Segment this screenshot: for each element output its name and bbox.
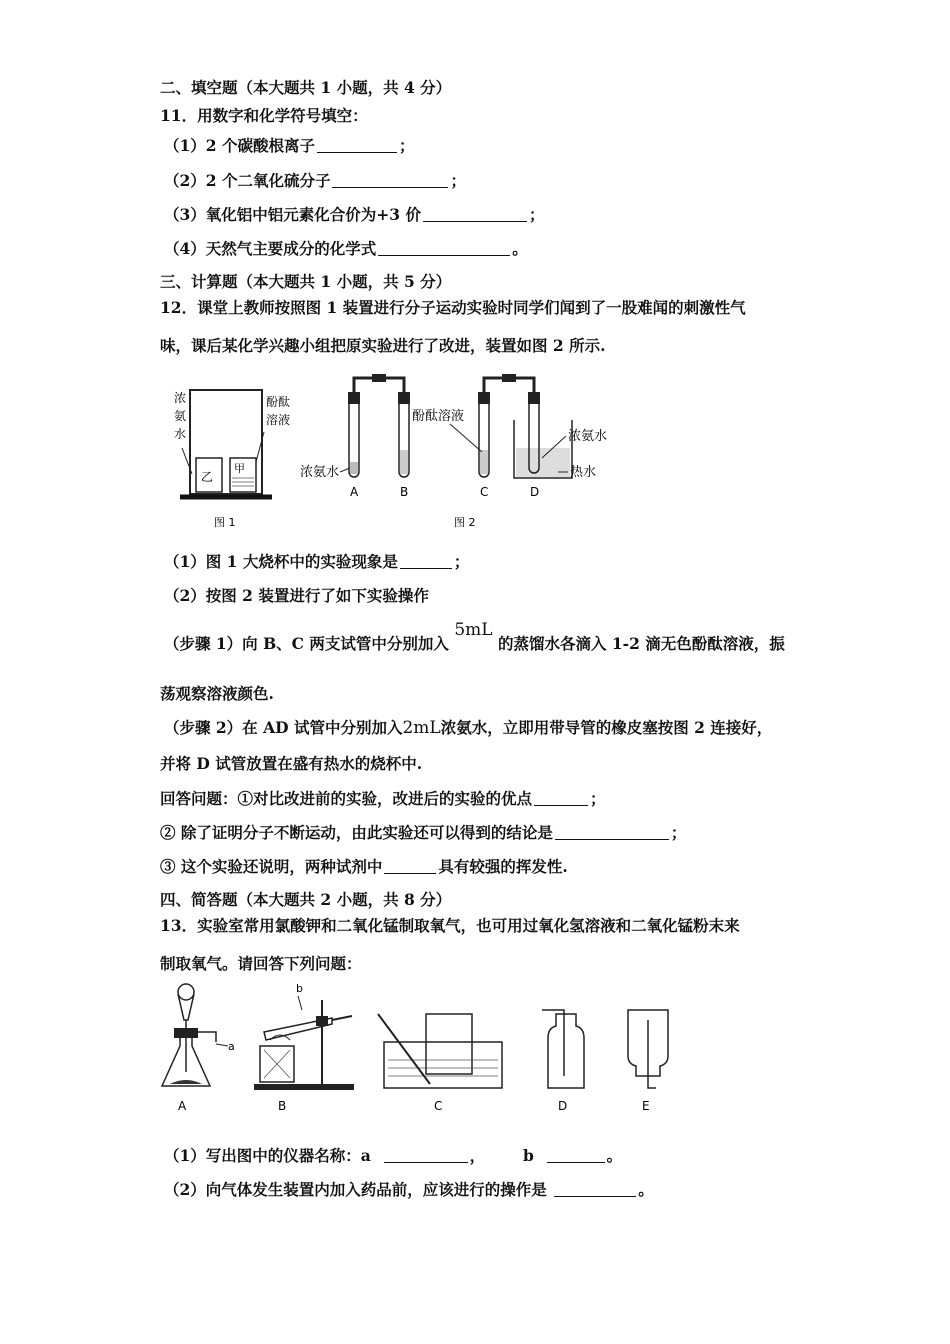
fig1-label-ammonia-2: 氨 [174, 409, 187, 423]
label-a: a [228, 1040, 235, 1053]
q13-stem-line-1: 13．实验室常用氯酸钾和二氧化锰制取氧气，也可用过氧化氢溶液和二氧化锰粉末来 [160, 916, 740, 935]
section-3-heading: 三、计算题（本大题共 1 小题，共 5 分） [160, 272, 452, 291]
q11-stem: 11．用数字和化学符号填空： [160, 106, 368, 125]
fig2-tube-B: B [400, 485, 409, 499]
caption-D: D [558, 1099, 568, 1113]
figure-2-diagram [298, 368, 628, 534]
figure-2-caption: 图 2 [454, 516, 476, 529]
label-b: b [296, 982, 303, 995]
q13-part-1: （1）写出图中的仪器名称：a ， b 。 [164, 1146, 623, 1165]
figure-1-diagram [168, 382, 308, 532]
q12-answer-2: ② 除了证明分子不断运动，由此实验还可以得到的结论是 ； [160, 823, 687, 842]
q12-answer-3: ③ 这个实验还说明，两种试剂中 具有较强的挥发性. [160, 857, 568, 876]
answer-blank[interactable] [555, 825, 669, 840]
fig2-label-ammonia: 浓氨水 [300, 465, 340, 480]
q12-stem-line-1: 12．课堂上教师按照图 1 装置进行分子运动实验时同学们闻到了一股难闻的刺激性气 [160, 298, 746, 317]
q13-apparatus-diagram [156, 980, 696, 1120]
answer-blank[interactable] [317, 138, 397, 153]
volume-2ml: 2mL [402, 718, 441, 738]
section-2-heading: 二、填空题（本大题共 1 小题，共 4 分） [160, 78, 452, 97]
apparatus-D [542, 1010, 584, 1113]
apparatus-A [162, 984, 235, 1113]
answer-blank[interactable] [554, 1182, 636, 1197]
fig2-tube-C: C [480, 485, 489, 499]
fig1-label-ammonia-3: 水 [174, 427, 187, 441]
q13-stem-line-2: 制取氧气。请回答下列问题： [160, 954, 362, 973]
section-4-heading: 四、简答题（本大题共 2 小题，共 8 分） [160, 890, 452, 909]
answer-blank[interactable] [534, 791, 588, 806]
answer-blank[interactable] [547, 1148, 605, 1163]
caption-E: E [642, 1099, 650, 1113]
q12-step-1: （步骤 1）向 B、C 两支试管中分别加入 5mL 的蒸馏水各滴入 1-2 滴无色酚酞溶液，振 [164, 620, 785, 653]
fig2-label-ammonia-2: 浓氨水 [568, 429, 608, 444]
answer-blank[interactable] [332, 173, 448, 188]
q11-part-1: （1）2 个碳酸根离子 ； [164, 136, 415, 155]
fig1-label-phenol-2: 溶液 [266, 413, 291, 427]
fig1-beaker-jia: 甲 [234, 462, 245, 475]
figure-1-caption: 图 1 [214, 516, 236, 529]
fig2-label-phenol: 酚酞溶液 [412, 409, 465, 424]
q12-part-2: （2）按图 2 装置进行了如下实验操作 [164, 586, 429, 605]
answer-blank[interactable] [384, 859, 436, 874]
caption-C: C [434, 1099, 443, 1113]
answer-blank[interactable] [378, 241, 510, 256]
q12-part-1: （1）图 1 大烧杯中的实验现象是 ； [164, 552, 470, 571]
fig1-beaker-yi: 乙 [201, 470, 214, 484]
q11-part-3: （3）氧化铝中铝元素化合价为+3 价 ； [164, 205, 545, 224]
fig2-label-hot-water: 热水 [570, 465, 597, 480]
q12-stem-line-2: 味，课后某化学兴趣小组把原实验进行了改进，装置如图 2 所示. [160, 336, 606, 355]
q12-step-2-cont: 并将 D 试管放置在盛有热水的烧杯中. [160, 754, 423, 773]
fig2-tube-A: A [350, 485, 359, 499]
answer-blank[interactable] [384, 1148, 468, 1163]
fig1-label-phenol-1: 酚酞 [266, 395, 291, 409]
caption-B: B [278, 1099, 287, 1113]
answer-blank[interactable] [400, 554, 452, 569]
fig1-label-ammonia-1: 浓 [174, 391, 187, 405]
q12-step-2: （步骤 2）在 AD 试管中分别加入2mL浓氨水，立即用带导管的橡皮塞按图 2 连接好， [164, 718, 773, 738]
q12-answer-1: 回答问题：①对比改进前的实验，改进后的实验的优点 ； [160, 789, 606, 808]
q12-step-1-cont: 荡观察溶液颜色. [160, 684, 274, 703]
q11-part-4: （4）天然气主要成分的化学式 。 [164, 239, 528, 258]
apparatus-B [254, 982, 354, 1113]
apparatus-E [628, 1010, 668, 1113]
apparatus-C [378, 1014, 502, 1113]
q11-part-2: （2）2 个二氧化硫分子 ； [164, 171, 466, 190]
caption-A: A [178, 1099, 187, 1113]
q13-part-2: （2）向气体发生装置内加入药品前，应该进行的操作是 。 [164, 1180, 654, 1199]
answer-blank[interactable] [423, 207, 527, 222]
volume-5ml: 5mL [454, 620, 493, 640]
fig2-tube-D: D [530, 485, 540, 499]
